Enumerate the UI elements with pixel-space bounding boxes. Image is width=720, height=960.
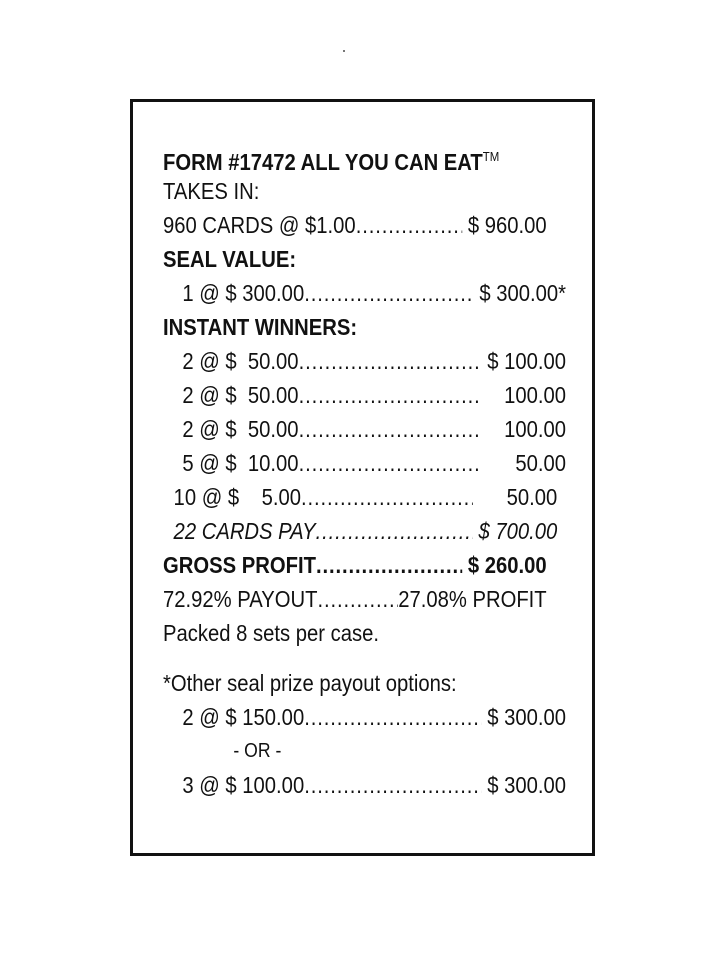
winner-label: 2 @ $ 50.00 — [182, 348, 299, 374]
cards-pay-value: $ 700.00 — [478, 518, 558, 544]
profit-percent: 27.08% PROFIT — [398, 586, 547, 612]
winner-value: 100.00 — [504, 416, 567, 442]
seal-value-label: 1 @ $ 300.00 — [182, 280, 305, 306]
option-label: 3 @ $ 100.00 — [182, 772, 305, 798]
seal-value-line — [163, 276, 566, 310]
winner-label: 2 @ $ 50.00 — [182, 382, 299, 408]
or-separator: - OR - — [233, 740, 282, 762]
gross-profit-line — [163, 548, 547, 582]
leader-dots — [299, 344, 482, 378]
winner-row — [163, 344, 566, 378]
option-line — [163, 700, 566, 734]
leader-dots — [304, 768, 481, 802]
leader-dots — [317, 582, 398, 616]
winner-value: 50.00 — [515, 450, 567, 476]
gross-profit-label: GROSS PROFIT — [163, 552, 316, 578]
leader-dots — [301, 480, 473, 514]
takes-in-heading: TAKES IN: — [163, 178, 260, 204]
winner-row — [163, 480, 557, 514]
winner-label: 2 @ $ 50.00 — [182, 416, 299, 442]
leader-dots — [316, 514, 473, 548]
payout-percent: 72.92% PAYOUT — [163, 586, 318, 612]
form-title-text: FORM #17472 ALL YOU CAN EAT — [163, 149, 483, 175]
leader-dots — [316, 548, 462, 582]
winner-label: 5 @ $ 10.00 — [182, 450, 299, 476]
leader-dots — [304, 276, 474, 310]
winner-value: $ 100.00 — [487, 348, 567, 374]
cards-pay-total — [163, 514, 557, 548]
instant-winners-heading: INSTANT WINNERS: — [163, 314, 358, 340]
cards-pay-label: 22 CARDS PAY — [173, 518, 316, 544]
payout-line — [163, 582, 547, 616]
takes-in-value: $ 960.00 — [467, 212, 547, 238]
winner-row — [163, 412, 566, 446]
option-value: $ 300.00 — [487, 772, 567, 798]
winner-label: 10 @ $ 5.00 — [173, 484, 302, 510]
leader-dots — [356, 208, 463, 242]
leader-dots — [304, 700, 481, 734]
option-line — [163, 768, 566, 802]
leader-dots — [299, 378, 482, 412]
gross-profit-value: $ 260.00 — [467, 552, 547, 578]
seal-value-value: $ 300.00* — [479, 280, 567, 306]
packed-note: Packed 8 sets per case. — [163, 620, 380, 646]
winner-row — [163, 378, 566, 412]
option-value: $ 300.00 — [487, 704, 567, 730]
options-heading: *Other seal prize payout options: — [163, 670, 457, 696]
form-content — [163, 140, 567, 802]
form-title — [163, 140, 547, 174]
takes-in-line — [163, 208, 547, 242]
stray-mark — [343, 50, 345, 52]
spacer — [163, 650, 553, 666]
takes-in-label: 960 CARDS @ $1.00 — [163, 212, 356, 238]
option-label: 2 @ $ 150.00 — [182, 704, 305, 730]
winner-row — [163, 446, 566, 480]
winner-value: 100.00 — [504, 382, 567, 408]
trademark-mark: TM — [482, 149, 500, 164]
leader-dots — [299, 412, 482, 446]
leader-dots — [299, 446, 482, 480]
seal-value-heading: SEAL VALUE: — [163, 246, 297, 272]
winner-value: 50.00 — [506, 484, 558, 510]
